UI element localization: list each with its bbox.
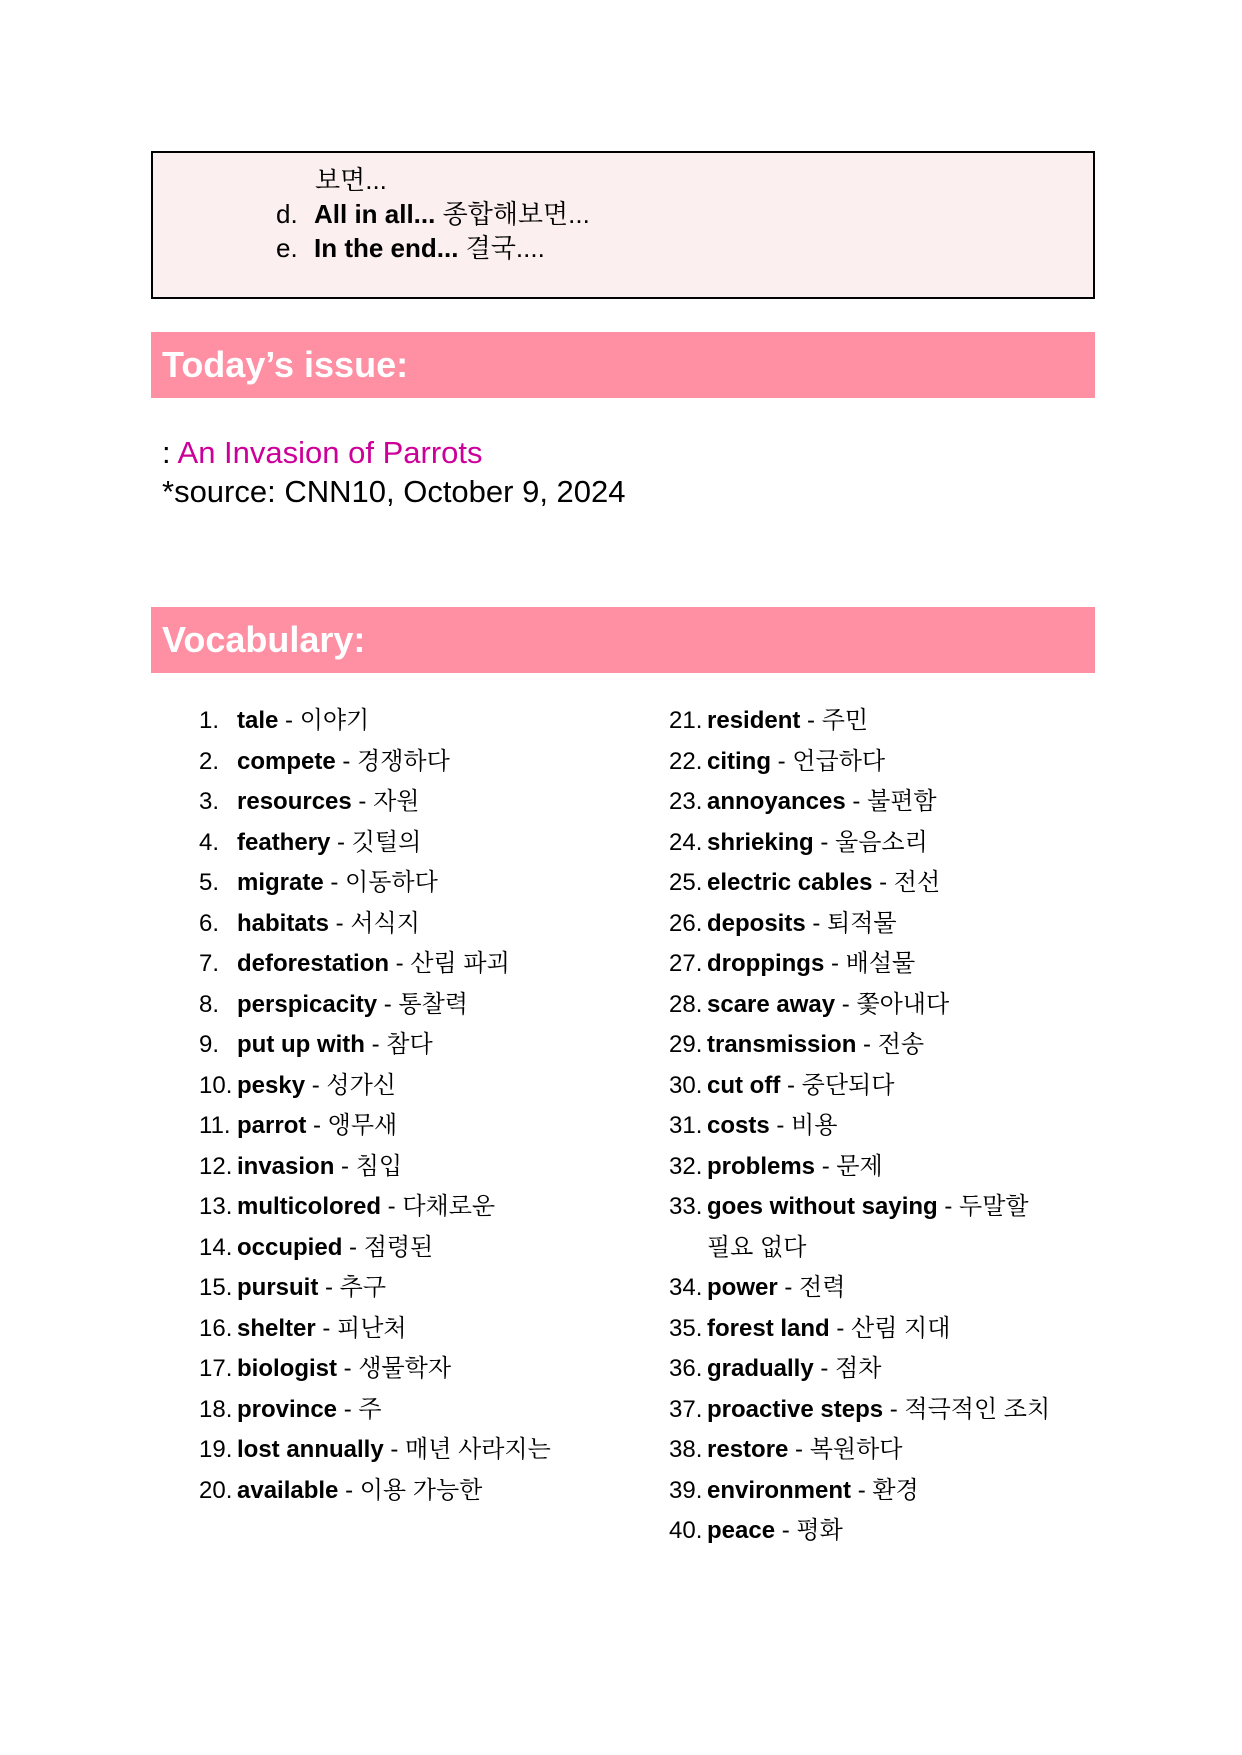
phrase-meaning: 종합해보면...	[435, 199, 590, 229]
phrase-letter: d.	[276, 199, 298, 229]
vocabulary-number: 27.	[669, 950, 703, 977]
vocabulary-item	[199, 909, 420, 939]
vocabulary-item	[669, 1071, 894, 1101]
vocabulary-term: citing	[707, 747, 771, 775]
vocabulary-meaning: - 주민	[800, 707, 869, 734]
vocabulary-number: 28.	[669, 990, 703, 1018]
vocabulary-term: available	[237, 1476, 339, 1504]
vocabulary-number: 29.	[669, 1031, 703, 1058]
vocabulary-item	[669, 747, 885, 777]
vocabulary-meaning: - 적극적인 조치	[883, 1395, 1051, 1423]
vocabulary-heading: Vocabulary:	[151, 607, 1095, 673]
vocabulary-meaning: - 두말할	[937, 1193, 1029, 1220]
vocabulary-meaning: - 불편함	[845, 788, 937, 815]
vocabulary-number: 39.	[669, 1476, 703, 1504]
phrase-continuation: 보면...	[315, 165, 387, 195]
vocabulary-meaning: - 통찰력	[377, 990, 468, 1018]
vocabulary-number: 40.	[669, 1517, 703, 1544]
vocabulary-number: 26.	[669, 909, 703, 937]
vocabulary-meaning-continuation: 필요 없다	[707, 1233, 807, 1261]
vocabulary-term: occupied	[237, 1233, 343, 1261]
vocabulary-number: 35.	[669, 1314, 703, 1342]
vocabulary-term: perspicacity	[237, 990, 378, 1018]
vocabulary-term: gradually	[707, 1355, 814, 1382]
vocabulary-number: 13.	[199, 1193, 233, 1220]
vocabulary-number: 3.	[199, 788, 220, 815]
issue-source: *source: CNN10, October 9, 2024	[162, 474, 626, 509]
vocabulary-item	[199, 1476, 482, 1506]
phrase-meaning: 결국....	[458, 233, 545, 263]
vocabulary-term: multicolored	[237, 1193, 382, 1220]
vocabulary-number: 38.	[669, 1436, 703, 1463]
phrase-term: All in all...	[314, 199, 436, 229]
vocabulary-number: 37.	[669, 1395, 703, 1423]
vocabulary-item	[669, 868, 940, 898]
vocabulary-number: 19.	[199, 1436, 233, 1463]
vocabulary-meaning: - 환경	[851, 1476, 919, 1504]
vocabulary-item	[669, 1354, 881, 1384]
vocabulary-meaning: - 깃털의	[330, 828, 422, 856]
vocabulary-number: 22.	[669, 747, 703, 775]
vocabulary-meaning: - 평화	[775, 1517, 843, 1544]
vocabulary-number: 7.	[199, 950, 220, 977]
phrase-letter: e.	[276, 233, 298, 263]
vocabulary-item	[669, 706, 868, 736]
vocabulary-meaning: - 이용 가능한	[338, 1476, 483, 1504]
vocabulary-term: forest land	[707, 1314, 830, 1342]
vocabulary-item	[199, 990, 468, 1020]
vocabulary-number: 24.	[669, 828, 703, 856]
vocabulary-term: biologist	[237, 1355, 337, 1382]
vocabulary-term: goes without saying	[707, 1193, 938, 1220]
vocabulary-item	[669, 1476, 919, 1506]
vocabulary-term: resources	[237, 788, 352, 815]
vocabulary-item	[669, 1152, 883, 1182]
vocabulary-term: annoyances	[707, 788, 846, 815]
vocabulary-number: 25.	[669, 869, 703, 896]
vocabulary-term: parrot	[237, 1112, 307, 1139]
vocabulary-number: 32.	[669, 1152, 703, 1180]
vocabulary-meaning: - 서식지	[329, 909, 420, 937]
vocabulary-term: proactive steps	[707, 1395, 884, 1423]
vocabulary-meaning: - 쫓아내다	[835, 990, 950, 1018]
phrase-term: In the end...	[314, 233, 459, 263]
vocabulary-term: costs	[707, 1112, 770, 1139]
vocabulary-item	[669, 1314, 950, 1344]
phrase-item-e	[276, 231, 545, 265]
vocabulary-item	[199, 1030, 433, 1060]
vocabulary-item	[669, 1111, 837, 1141]
vocabulary-meaning: - 전선	[872, 869, 941, 896]
vocabulary-meaning: - 매년 사라지는	[383, 1436, 551, 1463]
vocabulary-item	[669, 1030, 924, 1060]
vocabulary-meaning: - 전송	[856, 1031, 925, 1058]
vocabulary-meaning: - 배설물	[824, 950, 916, 977]
vocabulary-meaning: - 침입	[334, 1152, 403, 1180]
vocabulary-term: invasion	[237, 1152, 335, 1180]
vocabulary-item	[199, 1192, 495, 1222]
vocabulary-number: 16.	[199, 1314, 233, 1342]
vocabulary-item	[199, 1233, 433, 1263]
vocabulary-term: droppings	[707, 950, 825, 977]
vocabulary-term: migrate	[237, 869, 324, 896]
vocabulary-meaning: - 울음소리	[813, 828, 928, 856]
vocabulary-term: province	[237, 1395, 338, 1423]
vocabulary-term: tale	[237, 707, 279, 734]
vocabulary-term: electric cables	[707, 869, 873, 896]
vocabulary-number: 34.	[669, 1274, 703, 1301]
vocabulary-meaning: - 언급하다	[771, 747, 886, 775]
vocabulary-meaning: - 앵무새	[306, 1112, 398, 1139]
vocabulary-item	[669, 1516, 843, 1546]
vocabulary-meaning: - 전력	[777, 1274, 846, 1301]
vocabulary-meaning: - 피난처	[315, 1314, 407, 1342]
vocabulary-item	[199, 1152, 402, 1182]
vocabulary-term: lost annually	[237, 1436, 384, 1463]
vocabulary-item	[199, 1314, 407, 1344]
vocabulary-item	[199, 1111, 397, 1141]
vocabulary-meaning: - 추구	[318, 1274, 387, 1301]
vocabulary-item	[669, 828, 928, 858]
vocabulary-term: restore	[707, 1436, 789, 1463]
vocabulary-term: cut off	[707, 1071, 781, 1099]
vocabulary-number: 8.	[199, 990, 220, 1018]
vocabulary-term: deforestation	[237, 950, 390, 977]
vocabulary-term: peace	[707, 1517, 776, 1544]
vocabulary-item	[669, 1273, 845, 1303]
vocabulary-term: shrieking	[707, 828, 814, 856]
vocabulary-item	[669, 787, 937, 817]
issue-title-line	[162, 433, 483, 473]
vocabulary-item	[669, 909, 897, 939]
vocabulary-item	[199, 1071, 396, 1101]
vocabulary-number: 36.	[669, 1355, 703, 1382]
vocabulary-term: transmission	[707, 1031, 857, 1058]
vocabulary-term: scare away	[707, 990, 836, 1018]
vocabulary-item	[669, 949, 915, 979]
issue-prefix: :	[162, 435, 178, 470]
vocabulary-number: 15.	[199, 1274, 233, 1301]
vocabulary-number: 33.	[669, 1193, 703, 1220]
vocabulary-meaning: - 중단되다	[780, 1071, 895, 1099]
vocabulary-meaning: - 자원	[351, 788, 420, 815]
vocabulary-meaning: - 산림 파괴	[389, 950, 510, 977]
issue-heading: Today’s issue:	[151, 332, 1095, 398]
vocabulary-item	[199, 1395, 382, 1425]
vocabulary-meaning: - 주	[337, 1395, 382, 1423]
vocabulary-meaning: - 참다	[364, 1031, 433, 1058]
vocabulary-meaning: - 성가신	[305, 1071, 396, 1099]
vocabulary-number: 11.	[199, 1112, 231, 1139]
issue-title-link[interactable]: An Invasion of Parrots	[177, 435, 483, 470]
vocabulary-item	[199, 1354, 451, 1384]
vocabulary-term: deposits	[707, 909, 806, 937]
vocabulary-item	[199, 868, 438, 898]
vocabulary-number: 2.	[199, 747, 220, 775]
vocabulary-item	[669, 1435, 902, 1465]
vocabulary-number: 9.	[199, 1031, 220, 1058]
vocabulary-term: habitats	[237, 909, 330, 937]
vocabulary-number: 17.	[199, 1355, 233, 1382]
vocabulary-meaning: - 다채로운	[381, 1193, 496, 1220]
vocabulary-number: 23.	[669, 788, 703, 815]
vocabulary-term: compete	[237, 747, 336, 775]
vocabulary-term: power	[707, 1274, 778, 1301]
vocabulary-term: put up with	[237, 1031, 365, 1058]
vocabulary-item	[199, 747, 450, 777]
phrase-item-d	[276, 197, 590, 231]
vocabulary-term: environment	[707, 1476, 852, 1504]
vocabulary-term: pursuit	[237, 1274, 319, 1301]
vocabulary-meaning: - 점차	[813, 1355, 882, 1382]
vocabulary-term: resident	[707, 707, 801, 734]
vocabulary-meaning: - 문제	[815, 1152, 883, 1180]
vocabulary-meaning: - 이동하다	[323, 869, 438, 896]
vocabulary-item	[199, 706, 369, 736]
vocabulary-meaning: - 복원하다	[788, 1436, 903, 1463]
vocabulary-item	[199, 949, 510, 979]
vocabulary-meaning: - 비용	[769, 1112, 838, 1139]
vocabulary-number: 21.	[669, 707, 703, 734]
vocabulary-meaning: - 이야기	[278, 707, 370, 734]
vocabulary-term: shelter	[237, 1314, 316, 1342]
vocabulary-meaning: - 퇴적물	[805, 909, 897, 937]
vocabulary-item	[199, 787, 419, 817]
vocabulary-number: 20.	[199, 1476, 233, 1504]
vocabulary-number: 6.	[199, 909, 220, 937]
vocabulary-item	[669, 990, 949, 1020]
vocabulary-number: 5.	[199, 869, 220, 896]
vocabulary-number: 18.	[199, 1395, 233, 1423]
vocabulary-item	[199, 1273, 386, 1303]
vocabulary-number: 14.	[199, 1233, 233, 1261]
vocabulary-meaning: - 생물학자	[336, 1355, 452, 1382]
vocabulary-term: feathery	[237, 828, 331, 856]
vocabulary-number: 4.	[199, 828, 220, 856]
vocabulary-term: problems	[707, 1152, 816, 1180]
vocabulary-number: 31.	[669, 1112, 703, 1139]
vocabulary-item	[199, 828, 421, 858]
phrases-box	[151, 151, 1095, 299]
vocabulary-meaning: - 산림 지대	[829, 1314, 951, 1342]
vocabulary-number: 10.	[199, 1071, 233, 1099]
vocabulary-term: pesky	[237, 1071, 306, 1099]
vocabulary-meaning: - 경쟁하다	[335, 747, 450, 775]
vocabulary-item	[669, 1395, 1050, 1425]
vocabulary-number: 12.	[199, 1152, 233, 1180]
vocabulary-number: 30.	[669, 1071, 703, 1099]
vocabulary-meaning: - 점령된	[342, 1233, 434, 1261]
vocabulary-number: 1.	[199, 707, 220, 734]
vocabulary-item	[669, 1192, 1029, 1222]
vocabulary-item	[199, 1435, 551, 1465]
